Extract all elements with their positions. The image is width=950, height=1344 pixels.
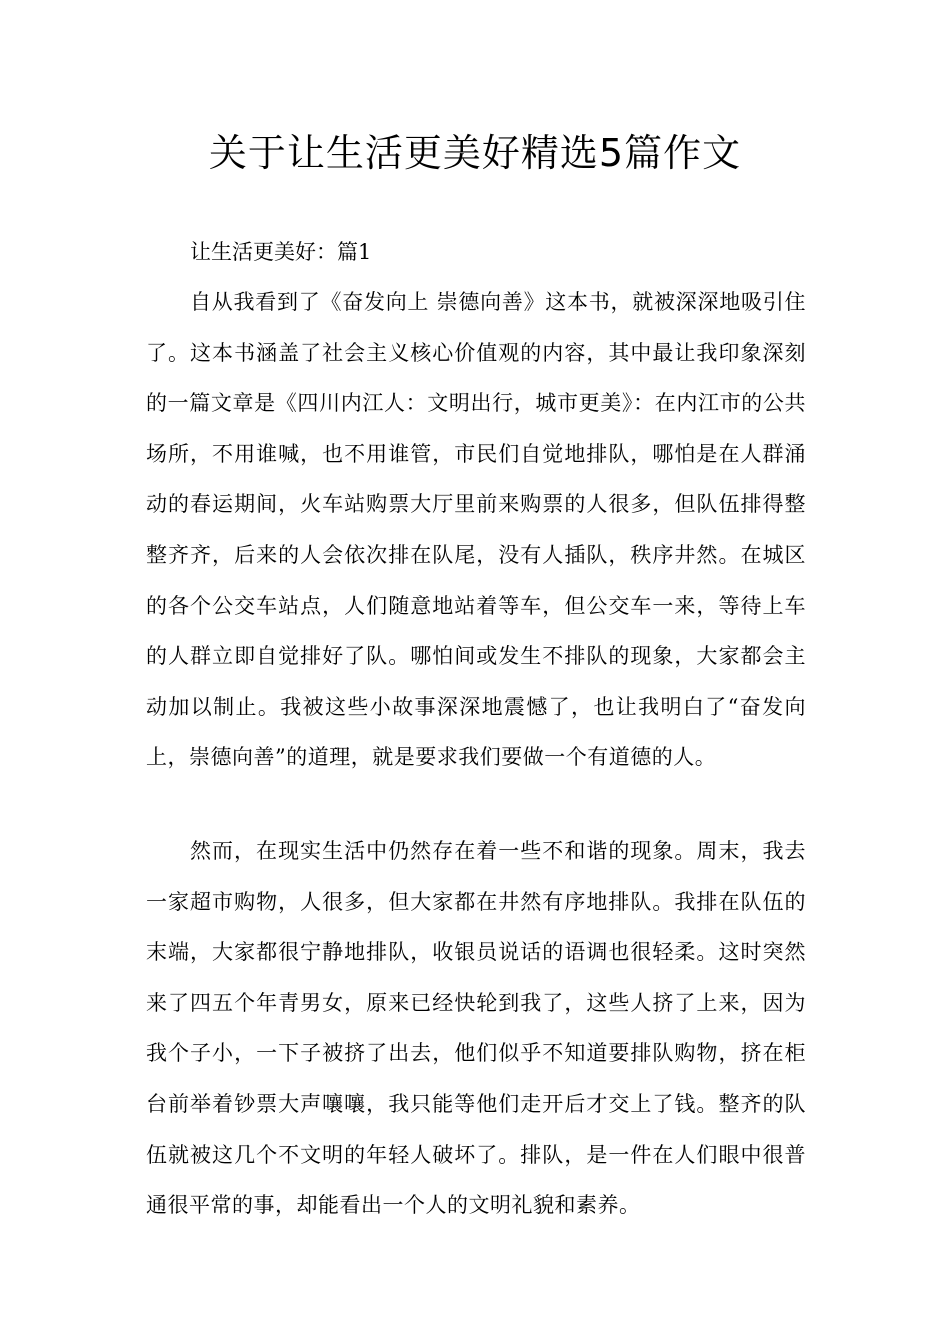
document-title: 关于让生活更美好精选5篇作文 — [208, 131, 742, 175]
paragraph-1: 自从我看到了《奋发向上 崇德向善》这本书，就被深深地吸引住了。这本书涵盖了社会主义核心价值观的内容，其中最让我印象深刻的一篇文章是《四川内江人：文明出行，城市更美》：在内江市的公共场所，不用谁喊，也不用谁管，市民们自觉地排队，哪怕是在人群涌动的春运期间，火车站购票大厅里前来购票的人很多，但队伍排得整整齐齐，后来的人会依次排在队尾，没有人插队，秩序井然。在城区的各个公交车站点，人们随意地站着等车，但公交车一来，等待上车的人群立即自觉排好了队。哪怕间或发生不排队的现象，大家都会主动加以制止。我被这些小故事深深地震憾了，也让我明白了“奋发向上，崇德向善”的道理，就是要求我们要做一个有道德的人。 — [146, 290, 806, 770]
paragraph-2: 然而，在现实生活中仍然存在着一些不和谐的现象。周末，我去一家超市购物，人很多，但大家都在井然有序地排队。我排在队伍的末端，大家都很宁静地排队，收银员说话的语调也很轻柔。这时突然来了四五个年青男女，原来已经快轮到我了，这些人挤了上来，因为我个子小，一下子被挤了出去，他们似乎不知道要排队购物，挤在柜台前举着钞票大声嚷嚷，我只能等他们走开后才交上了钱。整齐的队伍就被这几个不文明的年轻人破坏了。排队，是一件在人们眼中很普通很平常的事，却能看出一个人的文明礼貌和素养。 — [146, 839, 806, 1218]
section-heading: 让生活更美好：篇1 — [190, 240, 372, 264]
